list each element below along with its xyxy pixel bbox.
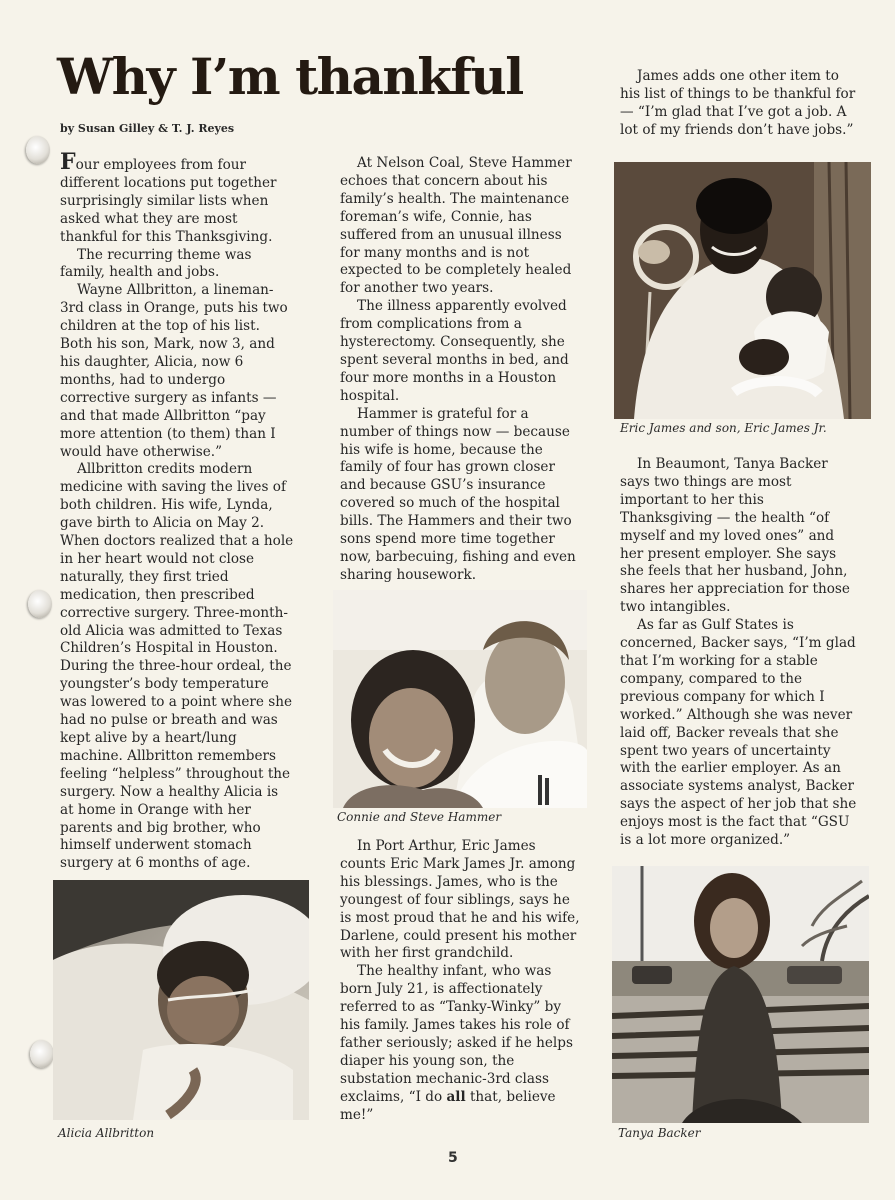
paragraph: James adds one other item to his list of things to be thankful for — “I’m glad that I’ve got a job. A lot of my friends don’t have jobs.” <box>620 68 856 138</box>
paragraph: Hammer is grateful for a number of things now — because his wife is home, because the family of four has grown closer and because GSU’s insurance covered so much of the hospital bills. The Hammers and their two sons spend more time together now, barbecuing, fishing and even sharing housework. <box>340 405 576 583</box>
caption-alicia: Alicia Allbritton <box>58 1126 155 1140</box>
column-3-top <box>620 68 860 140</box>
paragraph: In Port Arthur, Eric James counts Eric Mark James Jr. among his blessings. James, who is the youngest of four siblings, says he is most proud that he and his wife, Darlene, could present his mother with her first grandchild. <box>340 838 580 962</box>
page-number: 5 <box>448 1150 458 1166</box>
article-title: Why I’m thankful <box>57 47 523 106</box>
caption-hammer: Connie and Steve Hammer <box>337 810 502 824</box>
paragraph: Allbritton credits modern medicine with saving the lives of both children. His wife, Lynda, gave birth to Alicia on May 2. When doctors realized that a hole in her heart would not close naturally, they first tried medication, then prescribed corrective surgery. Three-month-old Alicia was admitted to Texas Children’s Hospital in Houston. During the three-hour ordeal, the youngster’s body temperature was lowered to a point where she had no pulse or breath and was kept alive by a heart/lung machine. Allbritton remembers feeling “helpless” throughout the surgery. Now a healthy Alicia is at home in Orange with her parents and big brother, who himself underwent stomach surgery at 6 months of age. <box>60 461 294 872</box>
caption-james: Eric James and son, Eric James Jr. <box>620 421 827 435</box>
paragraph: The healthy infant, who was born July 21, is affectionately referred to as “Tanky-Winky” by his family. James takes his role of father seriously; asked if he helps diaper his young son, the substation mechanic-3rd class exclaims, “I do all that, believe me!” <box>340 963 573 1123</box>
paragraph: In Beaumont, Tanya Backer says two things are most important to her this Thanksgiving — the health “of myself and my loved ones” and her present employer. She says she feels that her husband, John, shares her appreciation for those two intangibles. <box>620 456 850 616</box>
paragraph: The recurring theme was family, health and jobs. <box>60 246 252 281</box>
column-3-bottom <box>620 456 860 850</box>
binder-hole-middle <box>28 590 52 618</box>
drop-cap: F <box>60 149 76 175</box>
column-2-top <box>340 155 580 585</box>
binder-hole-top <box>26 136 50 164</box>
paragraph: As far as Gulf States is concerned, Backer says, “I’m glad that I’m working for a stable company, compared to the previous company for which I worked.” Although she was never laid off, Backer reveals that she spent two years of uncertainty with the earlier employer. As an associate systems analyst, Backer says the aspect of her job that she enjoys most is the fact that “GSU is a lot more organized.” <box>620 617 857 849</box>
photo-connie-steve-hammer <box>333 590 587 808</box>
column-1 <box>60 149 295 873</box>
binder-hole-bottom <box>30 1040 54 1068</box>
paragraph: At Nelson Coal, Steve Hammer echoes that concern about his family’s health. The maintenance foreman’s wife, Connie, has suffered from an unusual illness for many months and is not expected to be completely healed for another two years. <box>340 155 572 297</box>
caption-tanya: Tanya Backer <box>618 1126 701 1140</box>
paragraph: Wayne Allbritton, a lineman-3rd class in Orange, puts his two children at the top of his list. Both his son, Mark, now 3, and his daughter, Alicia, now 6 months, had to undergo corrective surgery as infants — and that made Allbritton “pay more attention (to them) than I would have otherwise.” <box>60 282 288 460</box>
byline: by Susan Gilley & T. J. Reyes <box>60 122 235 135</box>
column-2-bottom <box>340 838 580 1125</box>
paragraph: The illness apparently evolved from complications from a hysterectomy. Consequently, she spent several months in bed, and four more months in a Houston hospital. <box>340 298 569 404</box>
paragraph: Four employees from four different locations put together surprisingly similar lists when asked what they are most thankful for this Thanksgiving. <box>60 149 277 245</box>
photo-eric-james-and-son <box>614 162 871 419</box>
photo-tanya-backer <box>612 866 869 1123</box>
photo-alicia-allbritton <box>53 880 309 1120</box>
